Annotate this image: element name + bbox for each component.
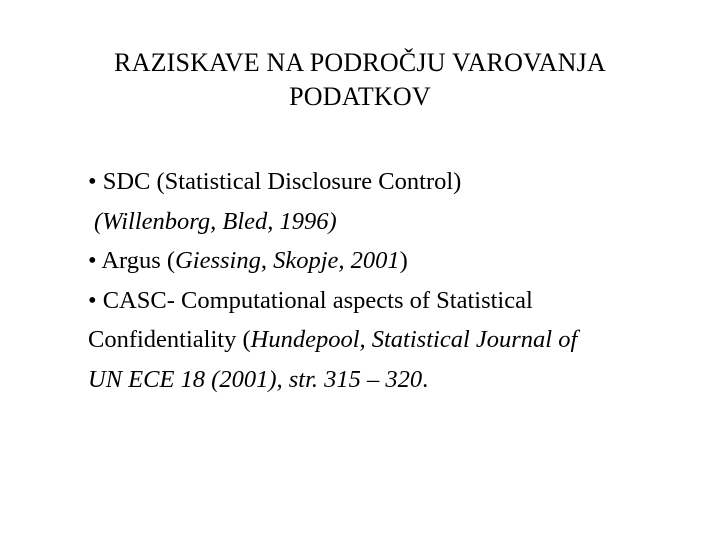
bullet-list xyxy=(88,162,688,399)
bullet-casc-citation-start: Hundepool, Statistical Journal of xyxy=(250,326,578,353)
bullet-casc-line-2 xyxy=(88,320,688,360)
bullet-argus-close: ) xyxy=(399,247,408,274)
bullet-casc: • CASC- Computational aspects of Statistical xyxy=(88,286,533,314)
bullet-casc-line-3 xyxy=(88,360,688,400)
bullet-casc-citation-end: UN ECE 18 (2001), str. 315 – 320 xyxy=(88,365,423,393)
bullet-casc-period: . xyxy=(422,365,429,393)
bullet-sdc-citation: (Willenborg, Bled, 1996) xyxy=(94,207,337,235)
bullet-argus-label: • Argus ( xyxy=(88,247,176,274)
bullet-argus xyxy=(88,241,688,281)
title-line-2: PODATKOV xyxy=(289,82,431,111)
title-line-1: RAZISKAVE NA PODROČJU VAROVANJA xyxy=(114,48,606,77)
slide-title xyxy=(60,46,660,114)
bullet-sdc: • SDC (Statistical Disclosure Control) xyxy=(88,168,462,195)
bullet-casc-confidentiality: Confidentiality ( xyxy=(88,326,251,353)
bullet-argus-citation: Giessing, Skopje, 2001 xyxy=(175,247,400,274)
